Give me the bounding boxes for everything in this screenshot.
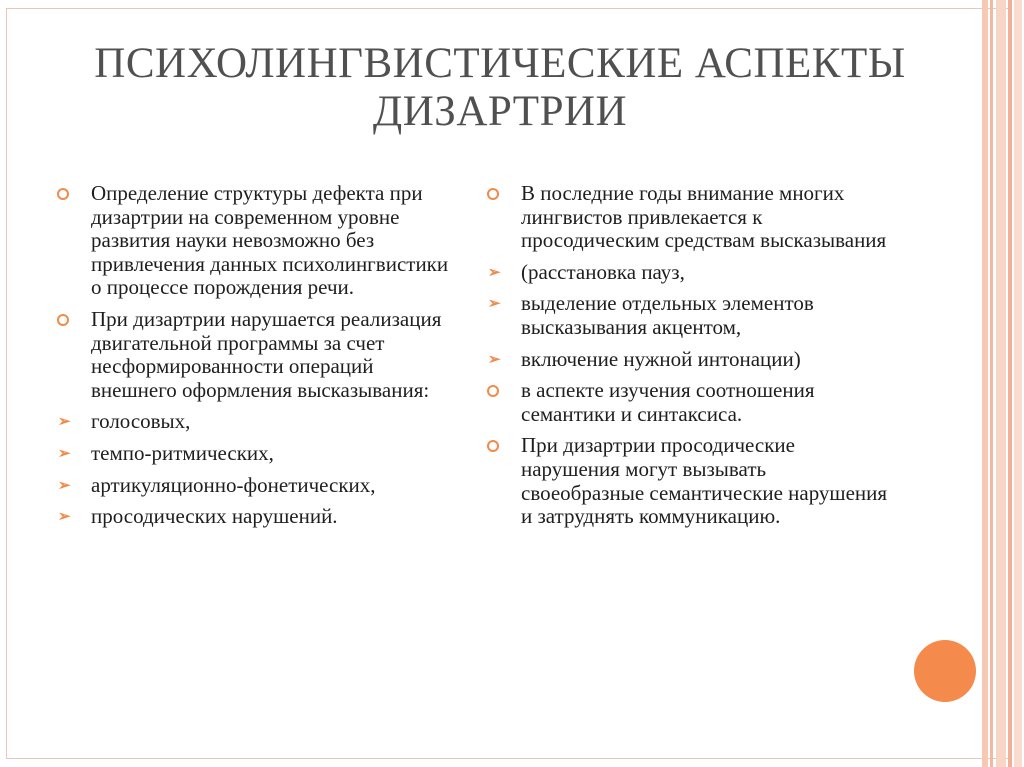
arrow-bullet-icon: ➢ — [58, 509, 71, 526]
list-item-text: При дизартрии нарушается реализация двигательной программы за счет несформированности операций внешнего оформления высказывания: — [91, 306, 442, 402]
list-item-text: темпо-ритмических, — [91, 440, 274, 465]
title-line-1: ПСИХОЛИНГВИСТИЧЕСКИЕ АСПЕКТЫ — [94, 40, 906, 87]
stripe — [996, 0, 1006, 767]
right-column — [486, 182, 891, 537]
stripe — [1008, 0, 1012, 767]
circle-bullet-icon — [487, 440, 499, 452]
arrow-bullet-icon: ➢ — [58, 477, 71, 494]
list-item-text: (расстановка пауз, — [521, 259, 685, 284]
list-item — [56, 308, 456, 402]
arrow-bullet-icon: ➢ — [58, 414, 71, 431]
stripe — [990, 0, 993, 767]
list-item — [486, 292, 891, 339]
arrow-bullet-icon: ➢ — [488, 351, 501, 368]
list-item — [56, 182, 456, 300]
circle-bullet-icon — [487, 385, 499, 397]
list-item-text: в аспекте изучения соотношения семантики и синтаксиса. — [521, 378, 815, 426]
list-item — [486, 348, 891, 372]
list-item-text: включение нужной интонации) — [521, 346, 801, 371]
list-item-text: голосовых, — [91, 409, 191, 434]
list-item — [486, 261, 891, 285]
circle-bullet-icon — [57, 188, 69, 200]
list-item — [56, 474, 456, 498]
list-item — [56, 410, 456, 434]
list-item — [486, 182, 891, 253]
list-item — [56, 505, 456, 529]
decorative-stripes — [980, 0, 1024, 767]
list-item-text: просодических нарушений. — [91, 504, 338, 529]
stripe — [1014, 0, 1022, 767]
list-item-text: Определение структуры дефекта при дизартрии на современном уровне развития науки невозможно без привлечения данных психолингвистики о процессе порождения речи. — [91, 181, 449, 300]
list-item — [486, 434, 891, 528]
stripe — [982, 0, 988, 767]
title-line-2: ДИЗАРТРИИ — [372, 88, 628, 135]
list-item-text: При дизартрии просодические нарушения могут вызывать своеобразные семантические нарушения и затруднять коммуникацию. — [521, 433, 888, 529]
left-column — [56, 182, 456, 537]
arrow-bullet-icon: ➢ — [488, 296, 501, 313]
arrow-bullet-icon: ➢ — [488, 264, 501, 281]
list-item — [486, 379, 891, 426]
list-item-text: В последние годы внимание многих лингвистов привлекается к просодическим средствам высказывания — [521, 181, 887, 253]
circle-bullet-icon — [487, 188, 499, 200]
arrow-bullet-icon: ➢ — [58, 445, 71, 462]
list-item — [56, 442, 456, 466]
list-item-text: выделение отдельных элементов высказывания акцентом, — [521, 291, 814, 339]
list-item-text: артикуляционно-фонетических, — [91, 472, 376, 497]
orange-circle-decoration — [914, 640, 976, 702]
slide-title — [60, 40, 940, 136]
circle-bullet-icon — [57, 314, 69, 326]
